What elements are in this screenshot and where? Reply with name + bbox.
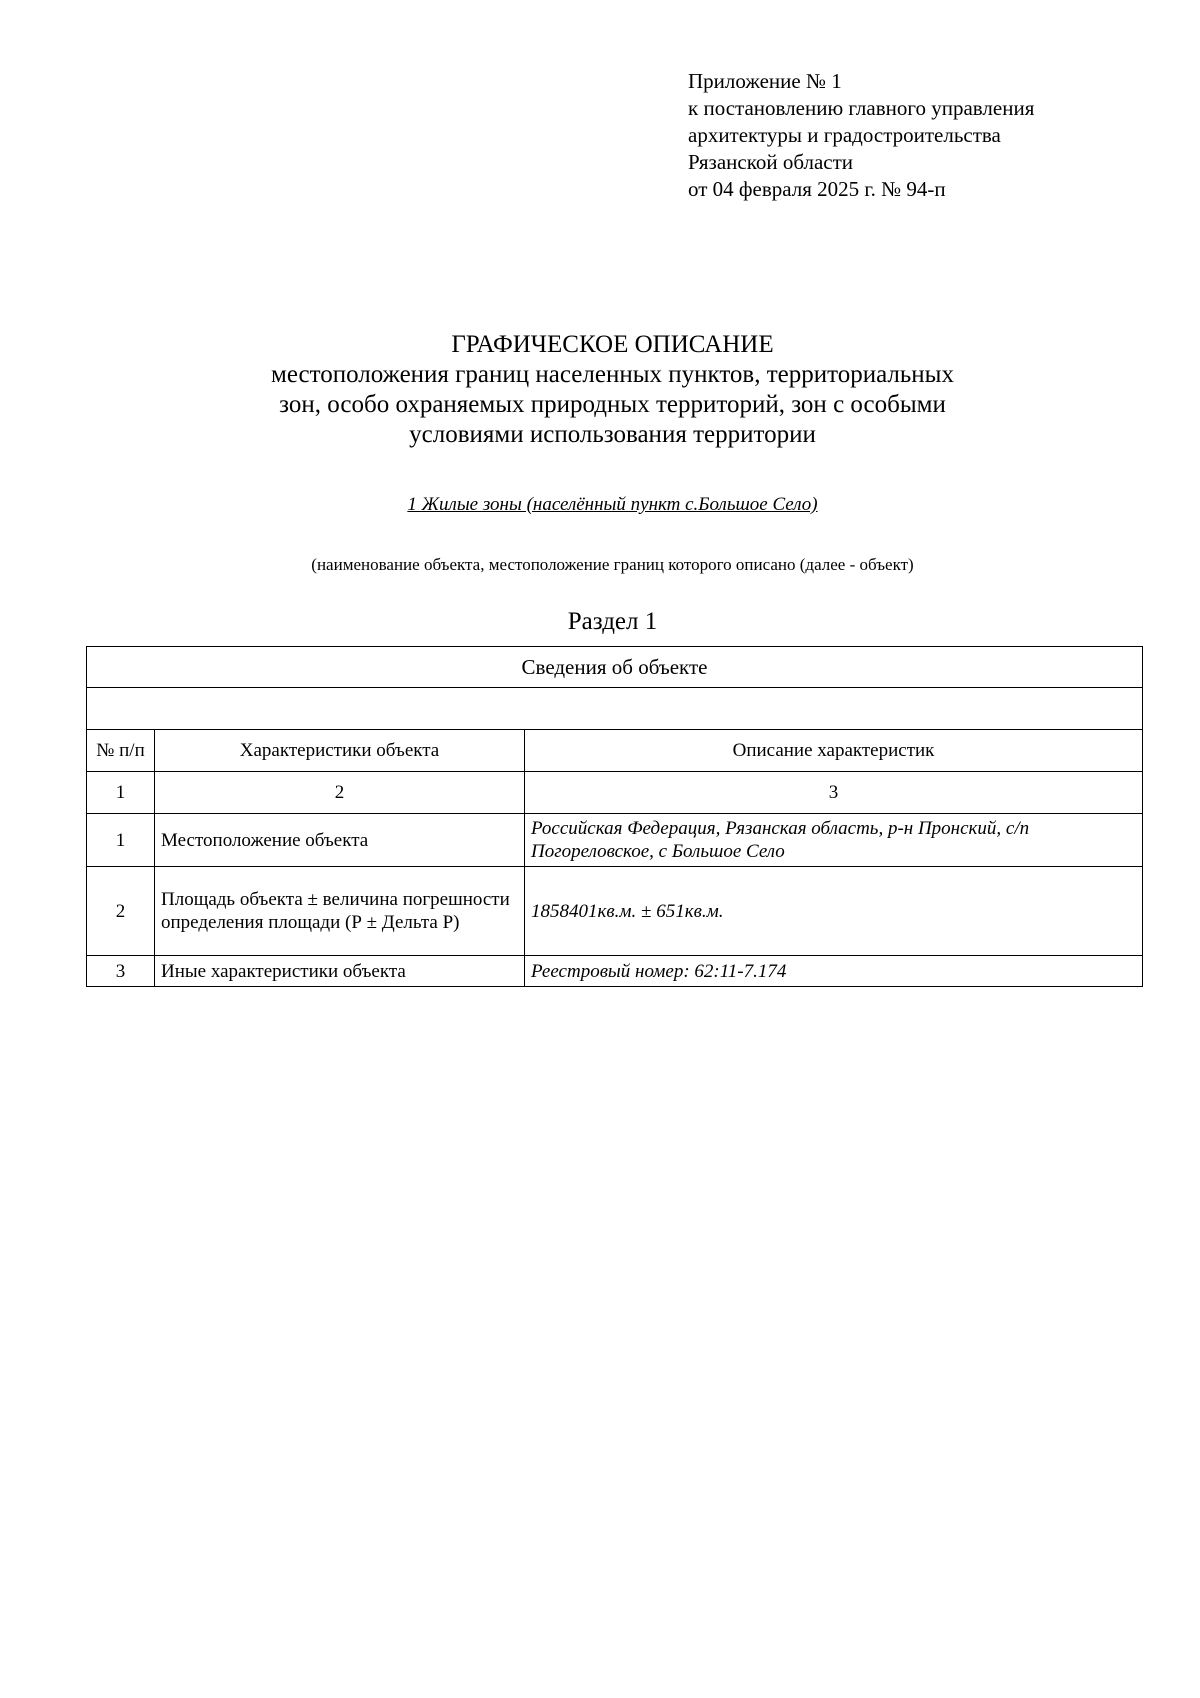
table-row xyxy=(87,814,1143,867)
row-number: 2 xyxy=(87,867,155,956)
row-description: Реестровый номер: 62:11-7.174 xyxy=(525,956,1143,987)
table-title: Сведения об объекте xyxy=(87,647,1143,688)
appendix-line: к постановлению главного управления xyxy=(688,96,1035,120)
appendix-line: архитектуры и градостроительства xyxy=(688,123,1001,147)
section-title: Раздел 1 xyxy=(567,608,658,635)
appendix-block xyxy=(688,68,1034,203)
row-characteristic: Площадь объекта ± величина погрешности определения площади (Р ± Дельта Р) xyxy=(155,867,525,956)
row-characteristic: Иные характеристики объекта xyxy=(155,956,525,987)
column-number: 1 xyxy=(87,772,155,814)
table-column-numbers-row xyxy=(87,772,1143,814)
object-info-table xyxy=(86,646,1143,987)
appendix-line: Приложение № 1 xyxy=(688,69,842,93)
appendix-line: от 04 февраля 2025 г. № 94-п xyxy=(688,177,946,201)
table-row xyxy=(87,956,1143,987)
row-description: 1858401кв.м. ± 651кв.м. xyxy=(525,867,1143,956)
appendix-line: Рязанской области xyxy=(688,150,854,174)
title-line: условиями использования территории xyxy=(409,421,816,448)
row-number: 3 xyxy=(87,956,155,987)
table-empty-row xyxy=(87,688,1143,730)
document-title xyxy=(0,330,1200,450)
title-line: зон, особо охраняемых природных территорий, зон с особыми xyxy=(279,391,946,418)
column-number: 3 xyxy=(525,772,1143,814)
column-header-number: № п/п xyxy=(87,730,155,772)
table-header-row xyxy=(87,730,1143,772)
table-row xyxy=(87,867,1143,956)
title-heading: ГРАФИЧЕСКОЕ ОПИСАНИЕ xyxy=(451,331,774,358)
row-characteristic: Местоположение объекта xyxy=(155,814,525,867)
column-number: 2 xyxy=(155,772,525,814)
column-header-characteristic: Характеристики объекта xyxy=(155,730,525,772)
object-caption: (наименование объекта, местоположение границ которого описано (далее - объект) xyxy=(311,555,914,574)
object-name: 1 Жилые зоны (населённый пункт с.Большое Село) xyxy=(407,494,818,515)
title-line: местоположения границ населенных пунктов, территориальных xyxy=(271,361,954,388)
column-header-description: Описание характеристик xyxy=(525,730,1143,772)
row-number: 1 xyxy=(87,814,155,867)
row-description: Российская Федерация, Рязанская область, р-н Пронский, с/п Погореловское, с Большое Село xyxy=(525,814,1143,867)
